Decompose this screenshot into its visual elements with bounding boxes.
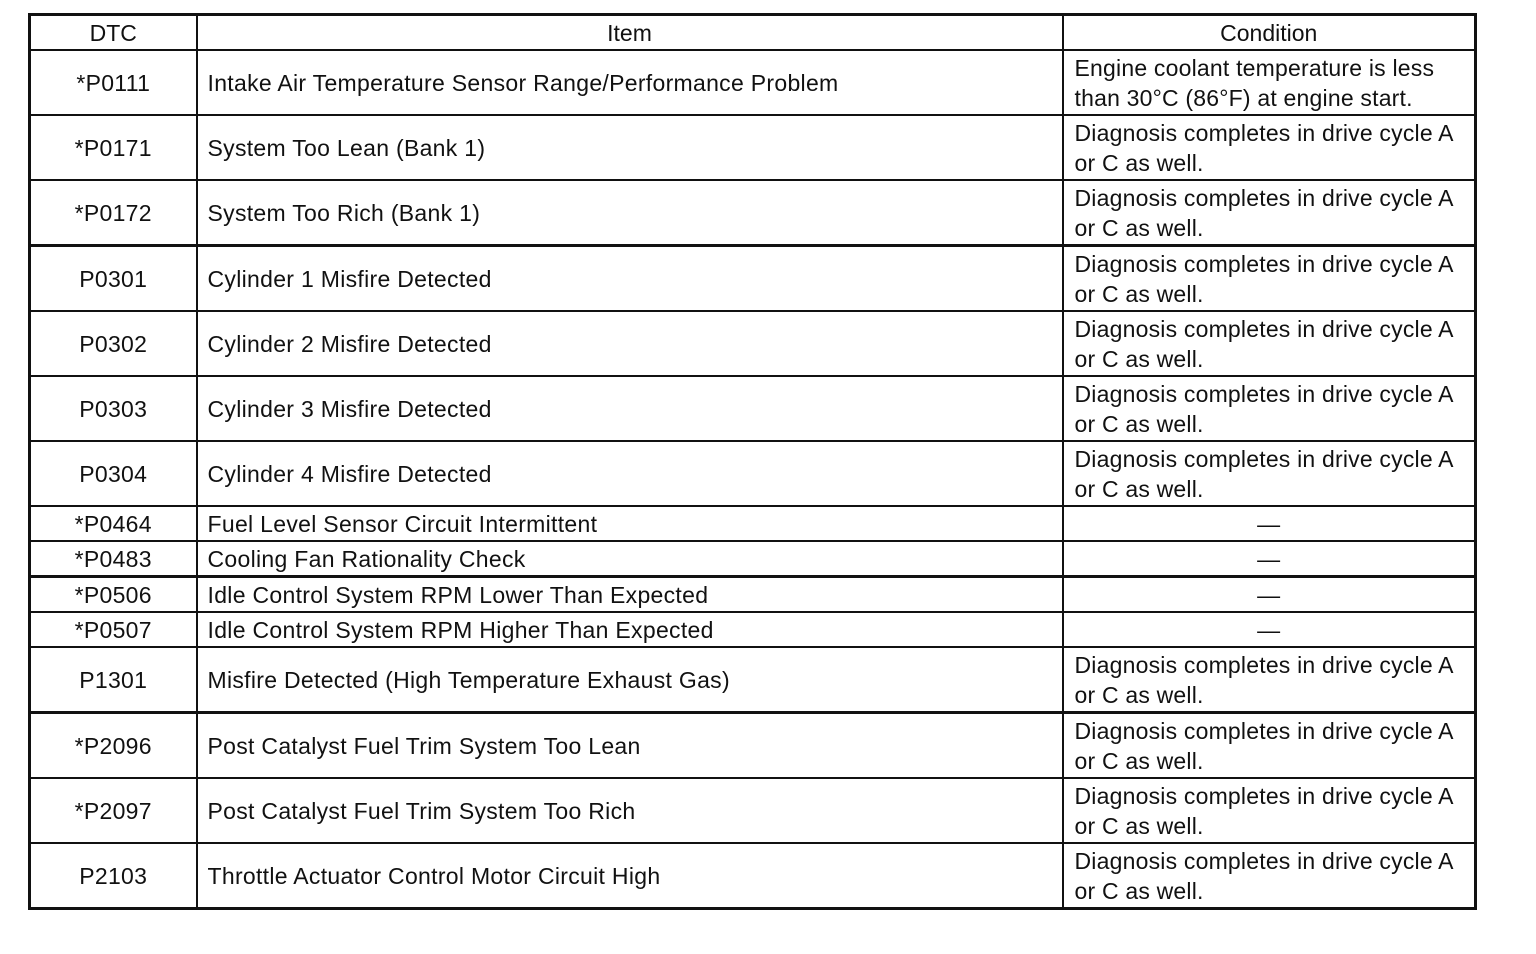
table-row bbox=[30, 180, 1476, 246]
dtc-item: System Too Rich (Bank 1) bbox=[197, 180, 1063, 246]
dtc-condition: Diagnosis completes in drive cycle A or C as well. bbox=[1063, 441, 1476, 506]
dtc-item: Cylinder 1 Misfire Detected bbox=[197, 246, 1063, 312]
dtc-code: P1301 bbox=[30, 647, 197, 713]
table-row bbox=[30, 778, 1476, 843]
dtc-code: P0303 bbox=[30, 376, 197, 441]
table-row bbox=[30, 843, 1476, 909]
dtc-condition: Diagnosis completes in drive cycle A or C as well. bbox=[1063, 246, 1476, 312]
table-row bbox=[30, 311, 1476, 376]
dtc-code: P0301 bbox=[30, 246, 197, 312]
header-dtc: DTC bbox=[30, 15, 197, 51]
dtc-code: P2103 bbox=[30, 843, 197, 909]
dtc-condition-table bbox=[28, 13, 1477, 910]
dtc-code: *P0171 bbox=[30, 115, 197, 180]
dtc-condition: Diagnosis completes in drive cycle A or C as well. bbox=[1063, 311, 1476, 376]
dtc-condition: — bbox=[1063, 506, 1476, 541]
table-row bbox=[30, 541, 1476, 577]
dtc-condition: Engine coolant temperature is less than 30°C (86°F) at engine start. bbox=[1063, 50, 1476, 115]
dtc-code: *P0483 bbox=[30, 541, 197, 577]
dtc-item: Cylinder 2 Misfire Detected bbox=[197, 311, 1063, 376]
dtc-condition: Diagnosis completes in drive cycle A or C as well. bbox=[1063, 180, 1476, 246]
dtc-code: P0302 bbox=[30, 311, 197, 376]
dtc-code: *P2096 bbox=[30, 713, 197, 779]
header-condition: Condition bbox=[1063, 15, 1476, 51]
dtc-condition: Diagnosis completes in drive cycle A or C as well. bbox=[1063, 713, 1476, 779]
dtc-condition: Diagnosis completes in drive cycle A or C as well. bbox=[1063, 843, 1476, 909]
table-row bbox=[30, 376, 1476, 441]
dtc-condition: — bbox=[1063, 612, 1476, 647]
dtc-item: Idle Control System RPM Higher Than Expected bbox=[197, 612, 1063, 647]
dtc-condition: — bbox=[1063, 577, 1476, 613]
dtc-item: Idle Control System RPM Lower Than Expected bbox=[197, 577, 1063, 613]
dtc-code: *P0464 bbox=[30, 506, 197, 541]
table-row bbox=[30, 713, 1476, 779]
table-row bbox=[30, 246, 1476, 312]
dtc-code: *P0507 bbox=[30, 612, 197, 647]
dtc-condition: Diagnosis completes in drive cycle A or C as well. bbox=[1063, 778, 1476, 843]
dtc-condition: Diagnosis completes in drive cycle A or C as well. bbox=[1063, 376, 1476, 441]
dtc-code: *P0111 bbox=[30, 50, 197, 115]
dtc-item: Misfire Detected (High Temperature Exhaust Gas) bbox=[197, 647, 1063, 713]
dtc-item: Cooling Fan Rationality Check bbox=[197, 541, 1063, 577]
dtc-code: *P0506 bbox=[30, 577, 197, 613]
dtc-condition: Diagnosis completes in drive cycle A or C as well. bbox=[1063, 647, 1476, 713]
dtc-code: P0304 bbox=[30, 441, 197, 506]
dtc-condition: Diagnosis completes in drive cycle A or C as well. bbox=[1063, 115, 1476, 180]
table-row bbox=[30, 115, 1476, 180]
dtc-item: Fuel Level Sensor Circuit Intermittent bbox=[197, 506, 1063, 541]
table-row bbox=[30, 577, 1476, 613]
dtc-item: Cylinder 4 Misfire Detected bbox=[197, 441, 1063, 506]
dtc-item: Post Catalyst Fuel Trim System Too Rich bbox=[197, 778, 1063, 843]
table-row bbox=[30, 506, 1476, 541]
table-row bbox=[30, 441, 1476, 506]
dtc-item: System Too Lean (Bank 1) bbox=[197, 115, 1063, 180]
dtc-item: Post Catalyst Fuel Trim System Too Lean bbox=[197, 713, 1063, 779]
table-header-row bbox=[30, 15, 1476, 51]
dtc-item: Throttle Actuator Control Motor Circuit High bbox=[197, 843, 1063, 909]
dtc-code: *P0172 bbox=[30, 180, 197, 246]
dtc-condition: — bbox=[1063, 541, 1476, 577]
table-row bbox=[30, 612, 1476, 647]
dtc-item: Intake Air Temperature Sensor Range/Performance Problem bbox=[197, 50, 1063, 115]
dtc-code: *P2097 bbox=[30, 778, 197, 843]
table-row bbox=[30, 647, 1476, 713]
header-item: Item bbox=[197, 15, 1063, 51]
dtc-item: Cylinder 3 Misfire Detected bbox=[197, 376, 1063, 441]
table-row bbox=[30, 50, 1476, 115]
